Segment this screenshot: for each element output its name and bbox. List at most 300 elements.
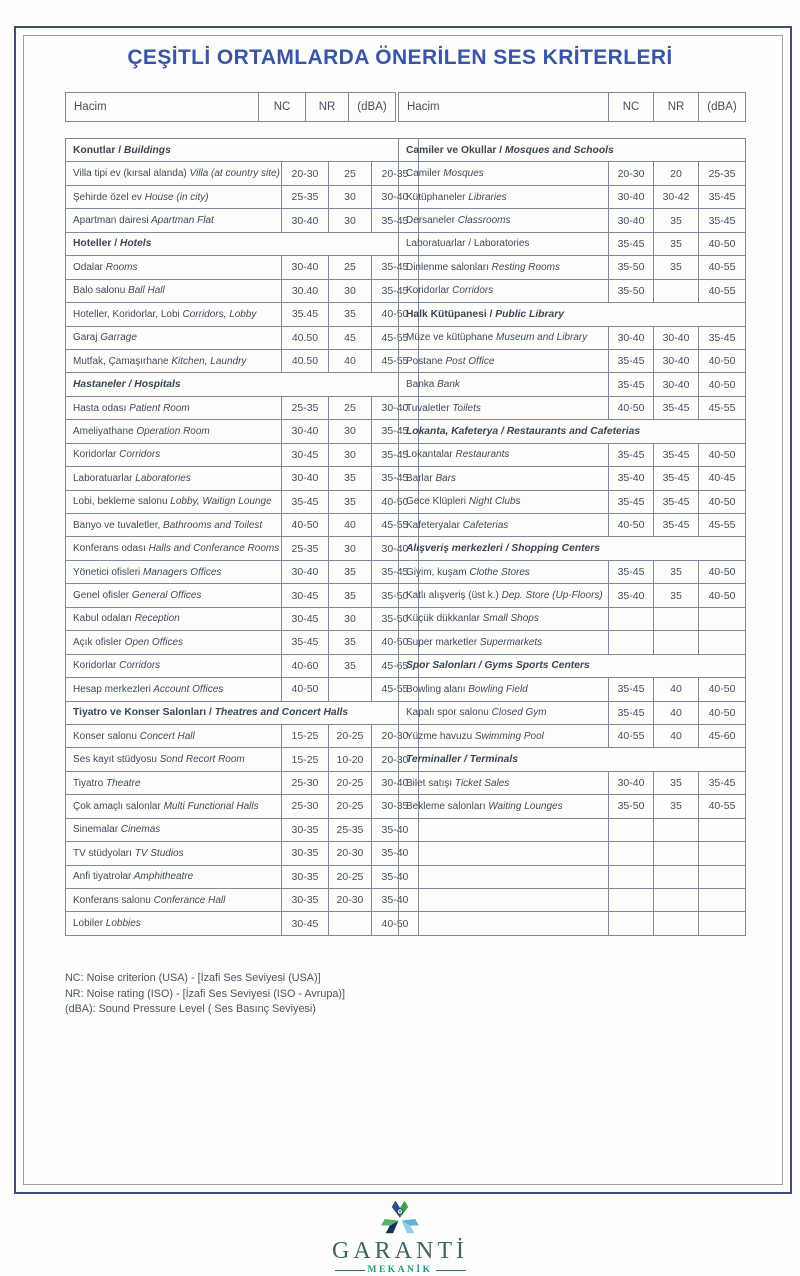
row-label: [399, 912, 609, 935]
row-label: Hesap merkezleri Account Offices: [66, 678, 282, 701]
column-header-hacim: Hacim: [399, 93, 609, 122]
nc-value: 35-45: [609, 232, 654, 255]
dba-value: 45-55: [699, 396, 746, 419]
nc-value: 40-60: [281, 654, 328, 677]
table-row: [66, 560, 419, 583]
row-label: Apartman dairesi Apartman Flat: [66, 209, 282, 232]
row-label: Lokantalar Restaurants: [399, 443, 609, 466]
row-label: Genel ofisler General Offices: [66, 584, 282, 607]
nr-value: 35: [654, 209, 699, 232]
nc-value: 30-40: [281, 560, 328, 583]
nc-value: 20-30: [281, 162, 328, 185]
dba-value: 40-50: [699, 678, 746, 701]
table-row: [66, 537, 419, 560]
row-label: Super marketler Supermarkets: [399, 631, 609, 654]
nc-value: 25-35: [281, 396, 328, 419]
section-label: Alışveriş merkezleri / Shopping Centers: [399, 537, 746, 560]
dba-value: 35-40: [371, 889, 418, 912]
row-label: Dersaneler Classrooms: [399, 209, 609, 232]
nr-value: 35: [654, 771, 699, 794]
table-row: [66, 842, 419, 865]
row-label: [399, 889, 609, 912]
dba-value: 40-50: [699, 232, 746, 255]
table-row: [399, 490, 746, 513]
dba-value: 30-40: [371, 537, 418, 560]
dba-value: 40-50: [371, 490, 418, 513]
nc-value: 25-35: [281, 537, 328, 560]
section-label: Tiyatro ve Konser Salonları / Theatres and Concert Halls: [66, 701, 419, 724]
section-label: Camiler ve Okullar / Mosques and Schools: [399, 139, 746, 162]
nr-value: [654, 865, 699, 888]
nr-value: 30: [328, 443, 371, 466]
nr-value: 10-20: [328, 748, 371, 771]
nr-value: [654, 889, 699, 912]
nr-value: 20-25: [328, 795, 371, 818]
table-row: [399, 279, 746, 302]
nr-value: 20-25: [328, 865, 371, 888]
nr-value: 35: [328, 631, 371, 654]
nr-value: 35: [654, 584, 699, 607]
table-row: [66, 326, 419, 349]
nc-value: 20-30: [609, 162, 654, 185]
table-row: [66, 654, 419, 677]
dba-value: 40-50: [699, 349, 746, 372]
company-logo: [0, 1196, 800, 1276]
nr-value: 30-40: [654, 373, 699, 396]
dba-value: 20-35: [371, 162, 418, 185]
table-row: [66, 256, 419, 279]
logo-rule-right: [436, 1270, 466, 1271]
dba-value: 35-45: [371, 279, 418, 302]
column-header-nc: NC: [259, 93, 306, 122]
row-label: Camiler Mosques: [399, 162, 609, 185]
nr-value: 35-45: [654, 396, 699, 419]
nc-value: 35-40: [609, 584, 654, 607]
nr-value: 20-25: [328, 724, 371, 747]
dba-value: 35-45: [371, 256, 418, 279]
table-row: [399, 771, 746, 794]
table-row: [66, 349, 419, 372]
left-table-header: [65, 92, 396, 122]
row-label: Lobiler Lobbies: [66, 912, 282, 935]
column-header-nr: NR: [654, 93, 699, 122]
nr-value: 20: [654, 162, 699, 185]
nc-value: 40.50: [281, 326, 328, 349]
fan-icon: [377, 1196, 423, 1238]
nr-value: 35-45: [654, 467, 699, 490]
nr-value: 35: [328, 560, 371, 583]
dba-value: 40-50: [699, 443, 746, 466]
dba-value: 35-45: [371, 209, 418, 232]
nr-value: 25-35: [328, 818, 371, 841]
nr-value: 35: [328, 490, 371, 513]
nc-value: 40.50: [281, 349, 328, 372]
nc-value: 30-35: [281, 865, 328, 888]
table-row: [399, 701, 746, 724]
dba-value: 40-50: [699, 373, 746, 396]
row-label: Konferans odası Halls and Conferance Rooms: [66, 537, 282, 560]
table-row: [399, 349, 746, 372]
nr-value: 35: [328, 303, 371, 326]
nc-value: 25-35: [281, 185, 328, 208]
table-row: [66, 678, 419, 701]
dba-value: 30-40: [371, 185, 418, 208]
nc-value: 40-50: [609, 514, 654, 537]
dba-value: 35-50: [371, 607, 418, 630]
dba-value: [699, 912, 746, 935]
nc-value: 35-50: [609, 795, 654, 818]
dba-value: 35-45: [371, 467, 418, 490]
nc-value: 30-40: [609, 185, 654, 208]
row-label: Koridorlar Corridors: [399, 279, 609, 302]
row-label: Hasta odası Patient Room: [66, 396, 282, 419]
row-label: TV stüdyoları TV Studios: [66, 842, 282, 865]
nr-value: [328, 912, 371, 935]
note-dba: (dBA): Sound Pressure Level ( Ses Basınç Seviyesi): [65, 1003, 316, 1015]
row-label: [399, 818, 609, 841]
section-row: [66, 139, 419, 162]
table-row: [399, 678, 746, 701]
dba-value: 45-55: [371, 349, 418, 372]
dba-value: 45-65: [371, 654, 418, 677]
nr-value: 40: [654, 678, 699, 701]
nr-value: 30: [328, 279, 371, 302]
row-label: Konferans salonu Conferance Hall: [66, 889, 282, 912]
page-title: ÇEŞİTLİ ORTAMLARDA ÖNERİLEN SES KRİTERLERİ: [127, 46, 673, 69]
nr-value: 35-45: [654, 490, 699, 513]
table-row: [66, 584, 419, 607]
row-label: Kütüphaneler Libraries: [399, 185, 609, 208]
nc-value: 30-40: [281, 467, 328, 490]
row-label: Bilet satışı Ticket Sales: [399, 771, 609, 794]
table-row: [66, 865, 419, 888]
nc-value: 35-45: [609, 349, 654, 372]
dba-value: 35-45: [699, 185, 746, 208]
section-label: Hastaneler / Hospitals: [66, 373, 419, 396]
dba-value: 40-50: [371, 912, 418, 935]
row-label: Balo salonu Ball Hall: [66, 279, 282, 302]
dba-value: 45-55: [371, 326, 418, 349]
table-row: [399, 209, 746, 232]
table-row: [66, 889, 419, 912]
row-label: Kapalı spor salonu Closed Gym: [399, 701, 609, 724]
row-label: Kabul odaları Reception: [66, 607, 282, 630]
logo-subtitle: MEKANİK: [367, 1265, 433, 1275]
table-row: [66, 396, 419, 419]
dba-value: 20-30: [371, 724, 418, 747]
row-label: Postane Post Office: [399, 349, 609, 372]
nc-value: 35-45: [609, 490, 654, 513]
table-row: [399, 185, 746, 208]
row-label: Sinemalar Cinemas: [66, 818, 282, 841]
table-row: [66, 724, 419, 747]
nc-value: 15-25: [281, 724, 328, 747]
nr-value: 35: [654, 795, 699, 818]
row-label: Barlar Bars: [399, 467, 609, 490]
nc-value: 30.40: [281, 279, 328, 302]
row-label: Ses kayıt stüdyosu Sond Recort Room: [66, 748, 282, 771]
row-label: Tiyatro Theatre: [66, 771, 282, 794]
section-label: Halk Kütüpanesi / Public Library: [399, 303, 746, 326]
table-row: [399, 560, 746, 583]
table-row: [66, 420, 419, 443]
nc-value: 30-40: [281, 209, 328, 232]
nc-value: 35-45: [281, 490, 328, 513]
nc-value: 30-40: [281, 256, 328, 279]
section-label: Konutlar / Buildings: [66, 139, 419, 162]
nr-value: [654, 631, 699, 654]
dba-value: 30-35: [371, 795, 418, 818]
row-label: Yüzme havuzu Swimming Pool: [399, 724, 609, 747]
row-label: Gece Klüpleri Night Clubs: [399, 490, 609, 513]
row-label: Garaj Garrage: [66, 326, 282, 349]
nc-value: 35-50: [609, 256, 654, 279]
table-row: [66, 818, 419, 841]
nc-value: 30-35: [281, 842, 328, 865]
nc-value: 30-40: [609, 771, 654, 794]
table-row: [399, 865, 746, 888]
nr-value: 30: [328, 185, 371, 208]
nr-value: 30-40: [654, 349, 699, 372]
nc-value: [609, 842, 654, 865]
nr-value: 40: [328, 514, 371, 537]
nr-value: 35: [654, 232, 699, 255]
table-row: [399, 631, 746, 654]
section-label: Hoteller / Hotels: [66, 232, 419, 255]
nc-value: 35-45: [609, 560, 654, 583]
nc-value: 35-50: [609, 279, 654, 302]
table-row: [399, 607, 746, 630]
table-row: [66, 514, 419, 537]
nc-value: 30-35: [281, 889, 328, 912]
column-header-dba: (dBA): [699, 93, 746, 122]
table-row: [66, 631, 419, 654]
nc-value: 35-40: [609, 467, 654, 490]
nr-value: 20-30: [328, 842, 371, 865]
nc-value: 35-45: [281, 631, 328, 654]
dba-value: 20-30: [371, 748, 418, 771]
table-row: [66, 490, 419, 513]
nr-value: 20-30: [328, 889, 371, 912]
column-header-dba: (dBA): [349, 93, 396, 122]
dba-value: 35-45: [371, 420, 418, 443]
dba-value: 40-50: [699, 490, 746, 513]
right-table-header: [398, 92, 746, 122]
section-row: [399, 654, 746, 677]
section-row: [399, 537, 746, 560]
dba-value: [699, 865, 746, 888]
dba-value: 35-45: [699, 209, 746, 232]
dba-value: 40-50: [699, 701, 746, 724]
dba-value: 35-40: [371, 818, 418, 841]
nr-value: [654, 912, 699, 935]
dba-value: 35-45: [371, 443, 418, 466]
table-row: [66, 162, 419, 185]
row-label: [399, 865, 609, 888]
row-label: Mutfak, Çamaşırhane Kitchen, Laundry: [66, 349, 282, 372]
section-row: [66, 373, 419, 396]
table-row: [399, 256, 746, 279]
nr-value: [328, 678, 371, 701]
row-label: Koridorlar Corridors: [66, 654, 282, 677]
row-label: Açık ofisler Open Offices: [66, 631, 282, 654]
nr-value: 35-45: [654, 514, 699, 537]
dba-value: 40-50: [699, 560, 746, 583]
nc-value: 25-30: [281, 795, 328, 818]
row-label: Laboratuarlar / Laboratories: [399, 232, 609, 255]
dba-value: 45-55: [371, 678, 418, 701]
nr-value: 30-40: [654, 326, 699, 349]
section-row: [399, 748, 746, 771]
row-label: Banyo ve tuvaletler, Bathrooms and Toilest: [66, 514, 282, 537]
nc-value: 30-40: [609, 326, 654, 349]
dba-value: 45-60: [699, 724, 746, 747]
legend-notes: [65, 971, 345, 1018]
table-row: [66, 185, 419, 208]
table-row: [399, 842, 746, 865]
nc-value: 40-55: [609, 724, 654, 747]
row-label: Kafeteryalar Cafeterias: [399, 514, 609, 537]
nr-value: 25: [328, 162, 371, 185]
nr-value: 25: [328, 396, 371, 419]
row-label: Dinlenme salonları Resting Rooms: [399, 256, 609, 279]
nr-value: 30-42: [654, 185, 699, 208]
nr-value: 30: [328, 209, 371, 232]
dba-value: [699, 842, 746, 865]
nr-value: 35: [328, 584, 371, 607]
dba-value: 35-40: [371, 842, 418, 865]
nr-value: 25: [328, 256, 371, 279]
table-row: [399, 326, 746, 349]
table-row: [66, 912, 419, 935]
nc-value: 35-45: [609, 701, 654, 724]
dba-value: 40-50: [699, 584, 746, 607]
table-row: [66, 748, 419, 771]
nr-value: 30: [328, 537, 371, 560]
dba-value: 30-40: [371, 771, 418, 794]
nc-value: [609, 865, 654, 888]
row-label: Yönetici ofisleri Managers Offices: [66, 560, 282, 583]
nc-value: 35-45: [609, 373, 654, 396]
column-header-nr: NR: [306, 93, 349, 122]
section-label: Terminaller / Terminals: [399, 748, 746, 771]
nc-value: [609, 631, 654, 654]
right-table: [398, 138, 746, 936]
nc-value: 30-45: [281, 584, 328, 607]
dba-value: 40-55: [699, 279, 746, 302]
row-label: Tuvaletler Toilets: [399, 396, 609, 419]
nc-value: [609, 889, 654, 912]
section-label: Spor Salonları / Gyms Sports Centers: [399, 654, 746, 677]
logo-subtitle-row: [0, 1266, 800, 1276]
table-row: [399, 912, 746, 935]
table-row: [66, 467, 419, 490]
table-row: [66, 303, 419, 326]
nc-value: 30-45: [281, 607, 328, 630]
table-row: [66, 771, 419, 794]
row-label: Lobi, bekleme salonu Lobby, Waitign Lounge: [66, 490, 282, 513]
nc-value: 40-50: [609, 396, 654, 419]
note-nc: NC: Noise criterion (USA) - [İzafi Ses Seviyesi (USA)]: [65, 972, 321, 984]
nr-value: 40: [654, 701, 699, 724]
row-label: Laboratuarlar Laboratories: [66, 467, 282, 490]
nr-value: 30: [328, 607, 371, 630]
row-label: Koridorlar Corridors: [66, 443, 282, 466]
nr-value: [654, 818, 699, 841]
row-label: Bowling alanı Bowling Field: [399, 678, 609, 701]
row-label: Küçük dükkanlar Small Shops: [399, 607, 609, 630]
dba-value: 35-40: [371, 865, 418, 888]
dba-value: 30-40: [371, 396, 418, 419]
left-table: [65, 138, 419, 936]
dba-value: 40-55: [699, 795, 746, 818]
dba-value: 35-50: [371, 584, 418, 607]
row-label: Müze ve kütüphane Museum and Library: [399, 326, 609, 349]
nr-value: [654, 607, 699, 630]
table-row: [399, 396, 746, 419]
nr-value: 35-45: [654, 443, 699, 466]
dba-value: [699, 631, 746, 654]
dba-value: [699, 607, 746, 630]
nc-value: 40-50: [281, 678, 328, 701]
dba-value: 40-45: [699, 467, 746, 490]
nc-value: 25-30: [281, 771, 328, 794]
nc-value: [609, 818, 654, 841]
nr-value: [654, 842, 699, 865]
nc-value: 30-45: [281, 912, 328, 935]
section-row: [399, 303, 746, 326]
row-label: Konser salonu Concert Hall: [66, 724, 282, 747]
nc-value: [609, 912, 654, 935]
row-label: Villa tipi ev (kırsal alanda) Villa (at country site): [66, 162, 282, 185]
row-label: Odalar Rooms: [66, 256, 282, 279]
nc-value: 35-45: [609, 678, 654, 701]
dba-value: 35-45: [699, 771, 746, 794]
logo-rule-left: [335, 1270, 365, 1271]
row-label: [399, 842, 609, 865]
table-row: [399, 724, 746, 747]
section-row: [399, 139, 746, 162]
nr-value: 35: [654, 560, 699, 583]
nc-value: 40-50: [281, 514, 328, 537]
dba-value: 25-35: [699, 162, 746, 185]
table-row: [399, 443, 746, 466]
column-header-hacim: Hacim: [66, 93, 259, 122]
row-label: Çok amaçlı salonlar Multi Functional Halls: [66, 795, 282, 818]
table-row: [66, 795, 419, 818]
dba-value: 40-55: [699, 256, 746, 279]
row-label: Hoteller, Koridorlar, Lobi Corridors, Lobby: [66, 303, 282, 326]
dba-value: 35-45: [699, 326, 746, 349]
table-row: [66, 607, 419, 630]
dba-value: [699, 818, 746, 841]
row-label: Anfi tiyatrolar Amphitheatre: [66, 865, 282, 888]
table-row: [399, 373, 746, 396]
row-label: Şehirde özel ev House (in city): [66, 185, 282, 208]
nc-value: 35-45: [609, 443, 654, 466]
table-row: [66, 279, 419, 302]
table-row: [399, 514, 746, 537]
nr-value: 20-25: [328, 771, 371, 794]
row-label: Giyim, kuşam Clothe Stores: [399, 560, 609, 583]
nc-value: 30-40: [609, 209, 654, 232]
dba-value: 45-55: [371, 514, 418, 537]
table-row: [399, 467, 746, 490]
table-row: [399, 584, 746, 607]
row-label: Banka Bank: [399, 373, 609, 396]
table-row: [399, 162, 746, 185]
nc-value: 30-45: [281, 443, 328, 466]
